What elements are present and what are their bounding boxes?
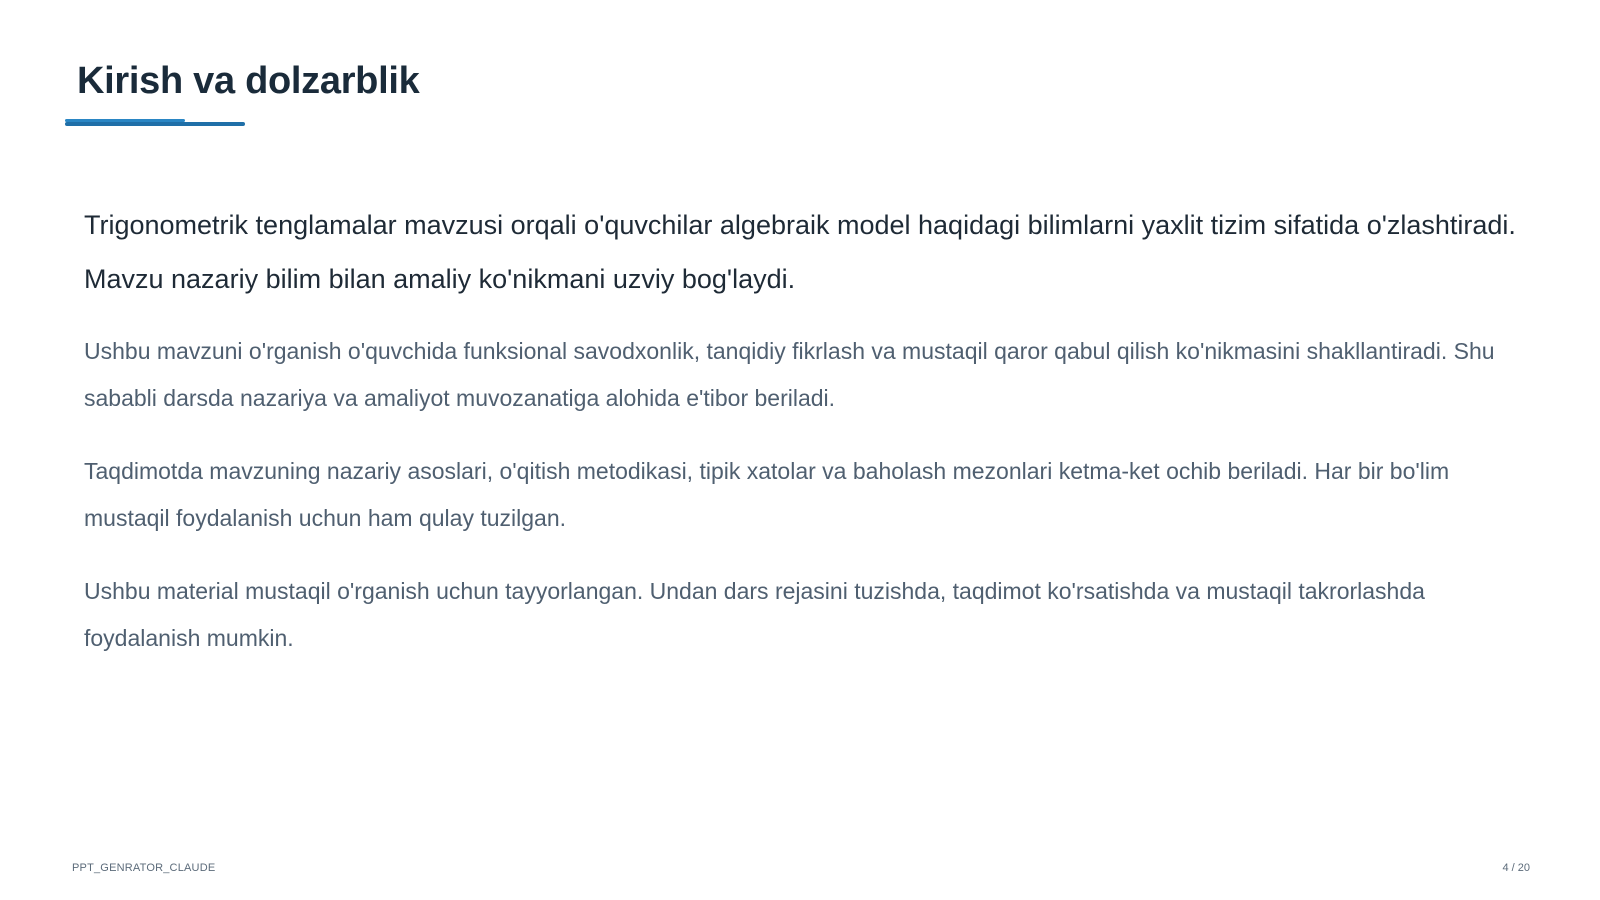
title-underline-accent bbox=[65, 119, 185, 122]
lead-paragraph: Trigonometrik tenglamalar mavzusi orqali o'quvchilar algebraik model haqidagi bilimlarni yaxlit tizim sifatida o'zlashtiradi. Mavzu nazariy bilim bilan amaliy ko'nikmani uzviy bog'laydi. bbox=[84, 210, 1516, 294]
slide-body bbox=[84, 198, 1524, 688]
page-number: 4 / 20 bbox=[1502, 862, 1530, 874]
body-paragraph-3: Ushbu material mustaqil o'rganish uchun tayyorlangan. Undan dars rejasini tuzishda, taqdimot ko'rsatishda va mustaqil takrorlashda foydalanish mumkin. bbox=[84, 578, 1425, 651]
slide-title: Kirish va dolzarblik bbox=[77, 60, 420, 102]
footer-source: PPT_GENRATOR_CLAUDE bbox=[72, 862, 216, 874]
body-paragraph-1: Ushbu mavzuni o'rganish o'quvchida funksional savodxonlik, tanqidiy fikrlash va mustaqil qaror qabul qilish ko'nikmasini shakllantiradi. Shu sababli darsda nazariya va amaliyot muvozanatiga alohida e'tibor beriladi. bbox=[84, 338, 1495, 411]
body-paragraph-2: Taqdimotda mavzuning nazariy asoslari, o'qitish metodikasi, tipik xatolar va baholash mezonlari ketma-ket ochib beriladi. Har bir bo'lim mustaqil foydalanish uchun ham qulay tuzilgan. bbox=[84, 458, 1450, 531]
title-underline bbox=[65, 122, 245, 126]
